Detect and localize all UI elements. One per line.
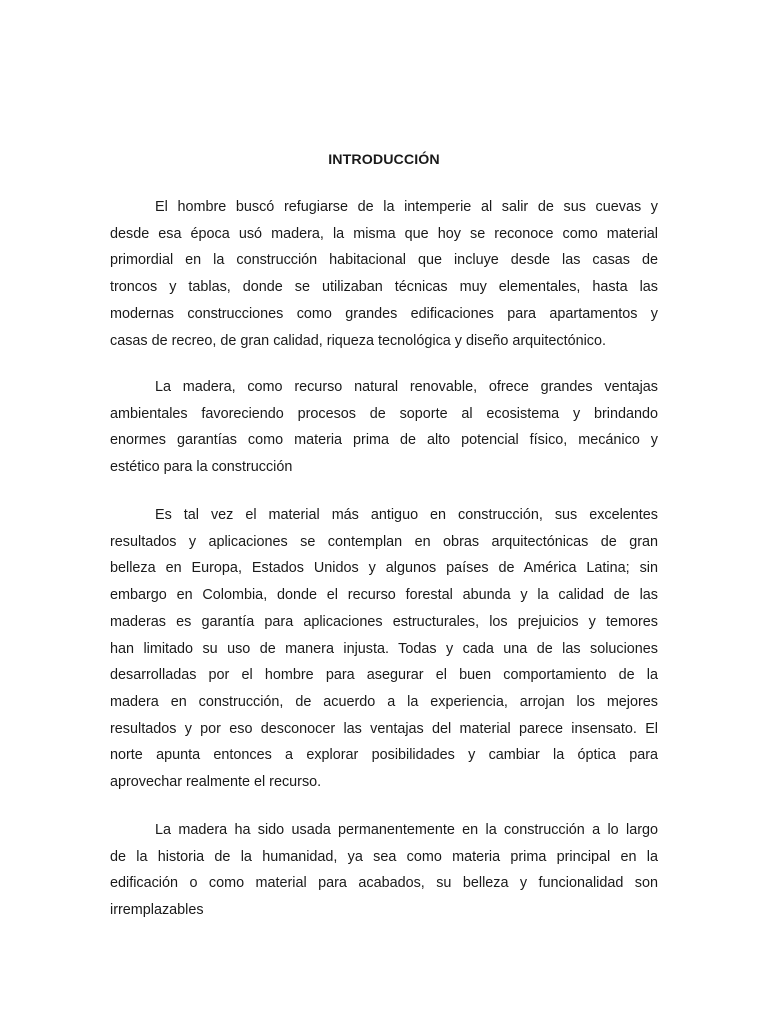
paragraph-line: La madera, como recurso natural renovable, ofrece grandes ventajas xyxy=(155,379,658,395)
paragraph-line: desarrolladas por el hombre para asegurar el buen comportamiento de la xyxy=(110,667,658,684)
paragraph-2 xyxy=(110,374,658,481)
paragraph-line: La madera ha sido usada permanentemente en la construcción a lo largo xyxy=(155,822,658,838)
paragraph-line: belleza en Europa, Estados Unidos y algunos países de América Latina; sin xyxy=(110,560,658,577)
paragraph-line: Es tal vez el material más antiguo en construcción, sus excelentes xyxy=(155,507,658,523)
paragraph-line: aprovechar realmente el recurso. xyxy=(110,774,322,791)
paragraph-line: de la historia de la humanidad, ya sea como materia prima principal en la xyxy=(110,848,658,865)
paragraph-line: primordial en la construcción habitacional que incluye desde las casas de xyxy=(110,252,658,269)
paragraph-line: ambientales favoreciendo procesos de soporte al ecosistema y brindando xyxy=(110,405,658,422)
paragraph-1 xyxy=(110,194,658,354)
paragraph-4 xyxy=(110,817,658,924)
paragraph-line: casas de recreo, de gran calidad, riqueza tecnológica y diseño arquitectónico. xyxy=(110,332,606,349)
paragraph-line: modernas construcciones como grandes edificaciones para apartamentos y xyxy=(110,305,658,322)
paragraph-line: edificación o como material para acabados, su belleza y funcionalidad son xyxy=(110,875,658,892)
paragraph-line: resultados y por eso desconocer las ventajas del material parece insensato. El xyxy=(110,720,658,737)
paragraph-3 xyxy=(110,502,658,796)
paragraph-line: madera en construcción, de acuerdo a la experiencia, arrojan los mejores xyxy=(110,693,658,710)
paragraph-line: estético para la construcción xyxy=(110,459,293,476)
page-title: INTRODUCCIÓN xyxy=(328,152,440,168)
paragraph-line: troncos y tablas, donde se utilizaban técnicas muy elementales, hasta las xyxy=(110,279,658,296)
paragraph-line: desde esa época usó madera, la misma que hoy se reconoce como material xyxy=(110,225,658,242)
paragraph-line: embargo en Colombia, donde el recurso forestal abunda y la calidad de las xyxy=(110,587,658,604)
paragraph-line: resultados y aplicaciones se contemplan en obras arquitectónicas de gran xyxy=(110,533,658,550)
paragraph-line: irremplazables xyxy=(110,902,204,919)
paragraph-line: El hombre buscó refugiarse de la intemperie al salir de sus cuevas y xyxy=(155,199,658,215)
paragraph-line: enormes garantías como materia prima de alto potencial físico, mecánico y xyxy=(110,432,658,449)
paragraph-line: maderas es garantía para aplicaciones estructurales, los prejuicios y temores xyxy=(110,613,658,630)
paragraph-line: han limitado su uso de manera injusta. Todas y cada una de las soluciones xyxy=(110,640,658,657)
paragraph-line: norte apunta entonces a explorar posibilidades y cambiar la óptica para xyxy=(110,747,658,764)
